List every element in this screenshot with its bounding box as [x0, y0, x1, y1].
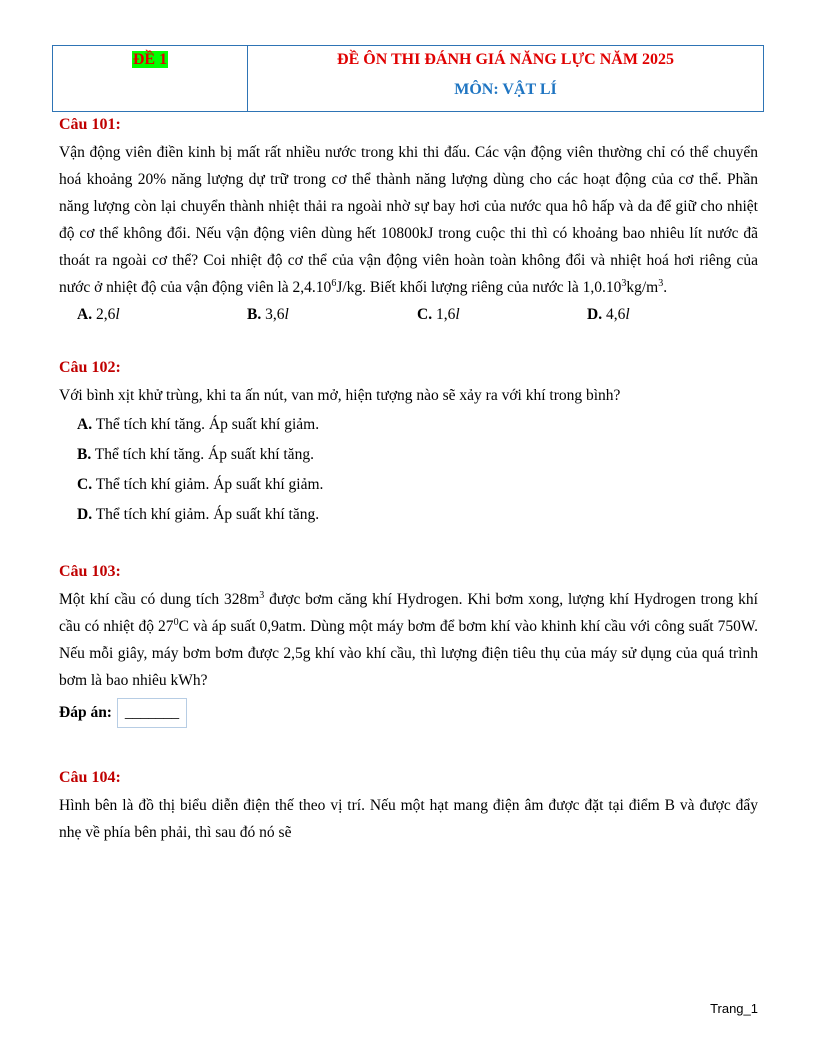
- option-value: 2,6: [95, 306, 116, 323]
- page-number: Trang_1: [710, 1001, 758, 1016]
- question-text-part: kg/m: [626, 279, 659, 296]
- superscript: 3: [658, 277, 664, 289]
- question-text-part: J/kg. Biết khối lượng riêng của nước là 1,0.10: [336, 279, 622, 296]
- exam-subject: MÔN: VẬT LÍ: [454, 81, 557, 98]
- option-c[interactable]: [59, 470, 758, 500]
- option-letter: C.: [417, 306, 433, 323]
- option-value: 3,6: [265, 306, 285, 323]
- question-text-part: Vận động viên điền kinh bị mất rất nhiều nước trong khi thi đấu. Các vận động viên thường chỉ có thể chuyển hoá khoảng 20% năng lượng dự trữ trong cơ thể thành năng lượng dùng cho các hoạt động của cơ thể. Phần năng lượng còn lại chuyển thành nhiệt thải ra ngoài nhờ sự bay hơi của nước qua hô hấp và da để giữ cho nhiệt độ cơ thể không đổi. Nếu vận động viên dùng hết 10800kJ trong cuộc thi thì có khoảng bao nhiêu lít nước đã thoát ra ngoài cơ thể? Coi nhiệt độ cơ thể của vận động viên hoàn toàn không đổi và nhiệt hoá hơi riêng của nước ở nhiệt độ của vận động viên là 2,4.10: [59, 144, 758, 296]
- exam-header-table: [52, 45, 764, 112]
- answer-options: [59, 302, 758, 328]
- exam-title-cell: [248, 46, 763, 111]
- question-label: Câu 102:: [59, 359, 121, 376]
- option-letter: D.: [77, 506, 93, 523]
- option-c[interactable]: [417, 302, 587, 328]
- option-unit: l: [455, 306, 460, 323]
- option-letter: B.: [77, 446, 92, 463]
- question-text: [59, 586, 758, 694]
- option-b[interactable]: [59, 440, 758, 470]
- question-label: Câu 101:: [59, 116, 121, 133]
- option-letter: A.: [77, 306, 93, 323]
- option-letter: D.: [587, 306, 603, 323]
- question-102: [59, 358, 758, 530]
- superscript: 6: [331, 277, 337, 289]
- exam-title: ĐỀ ÔN THI ĐÁNH GIÁ NĂNG LỰC NĂM 2025: [337, 51, 674, 68]
- question-103: [59, 562, 758, 730]
- exam-content: [59, 115, 758, 846]
- question-101: [59, 115, 758, 328]
- option-letter: C.: [77, 476, 93, 493]
- option-letter: B.: [247, 306, 262, 323]
- option-text: Thể tích khí tăng. Áp suất khí tăng.: [94, 446, 314, 463]
- option-text: Thể tích khí tăng. Áp suất khí giảm.: [95, 416, 320, 433]
- superscript: 0: [173, 616, 179, 628]
- option-unit: l: [284, 306, 289, 323]
- option-unit: l: [115, 306, 120, 323]
- option-d[interactable]: [59, 500, 758, 530]
- question-text: Hình bên là đồ thị biểu diễn điện thế theo vị trí. Nếu một hạt mang điện âm được đặt tại điểm B và được đẩy nhẹ về phía bên phải, thì sau đó nó sẽ: [59, 797, 758, 841]
- exam-code: ĐỀ 1: [132, 51, 168, 68]
- option-text: Thể tích khí giảm. Áp suất khí giảm.: [95, 476, 324, 493]
- question-label: Câu 103:: [59, 563, 121, 580]
- option-b[interactable]: [247, 302, 417, 328]
- option-a[interactable]: [77, 302, 247, 328]
- exam-code-cell: [53, 46, 248, 111]
- superscript: 3: [259, 589, 265, 601]
- option-text: Thể tích khí giảm. Áp suất khí tăng.: [95, 506, 320, 523]
- question-text: Với bình xịt khử trùng, khi ta ấn nút, van mở, hiện tượng nào sẽ xảy ra với khí trong bình?: [59, 387, 621, 404]
- answer-blank: _______: [124, 704, 180, 721]
- answer-row: [59, 696, 758, 730]
- question-text-part: được bơm căng khí Hydrogen. Khi bơm xong, lượng khí Hydrogen trong khí cầu có nhiệt độ 27: [59, 591, 758, 635]
- question-text-part: C và áp suất 0,9atm. Dùng một máy bơm để bơm khí vào khinh khí cầu với công suất 750W. Nếu mỗi giây, máy bơm bơm được 2,5g khí vào khí cầu, thì lượng điện tiêu thụ của máy sử dụng của quá trình bơm là bao nhiêu kWh?: [59, 618, 758, 689]
- option-letter: A.: [77, 416, 93, 433]
- superscript: 3: [621, 277, 627, 289]
- answer-input-box[interactable]: [117, 698, 187, 728]
- option-d[interactable]: [587, 302, 757, 328]
- question-text-part: Một khí cầu có dung tích 328m: [59, 591, 260, 608]
- question-text-part: .: [663, 279, 668, 296]
- question-104: [59, 768, 758, 846]
- question-label: Câu 104:: [59, 769, 121, 786]
- option-value: 1,6: [435, 306, 456, 323]
- question-text: [59, 139, 758, 301]
- answer-label: Đáp án:: [59, 704, 112, 721]
- option-unit: l: [625, 306, 630, 323]
- option-value: 4,6: [605, 306, 626, 323]
- option-a[interactable]: [59, 410, 758, 440]
